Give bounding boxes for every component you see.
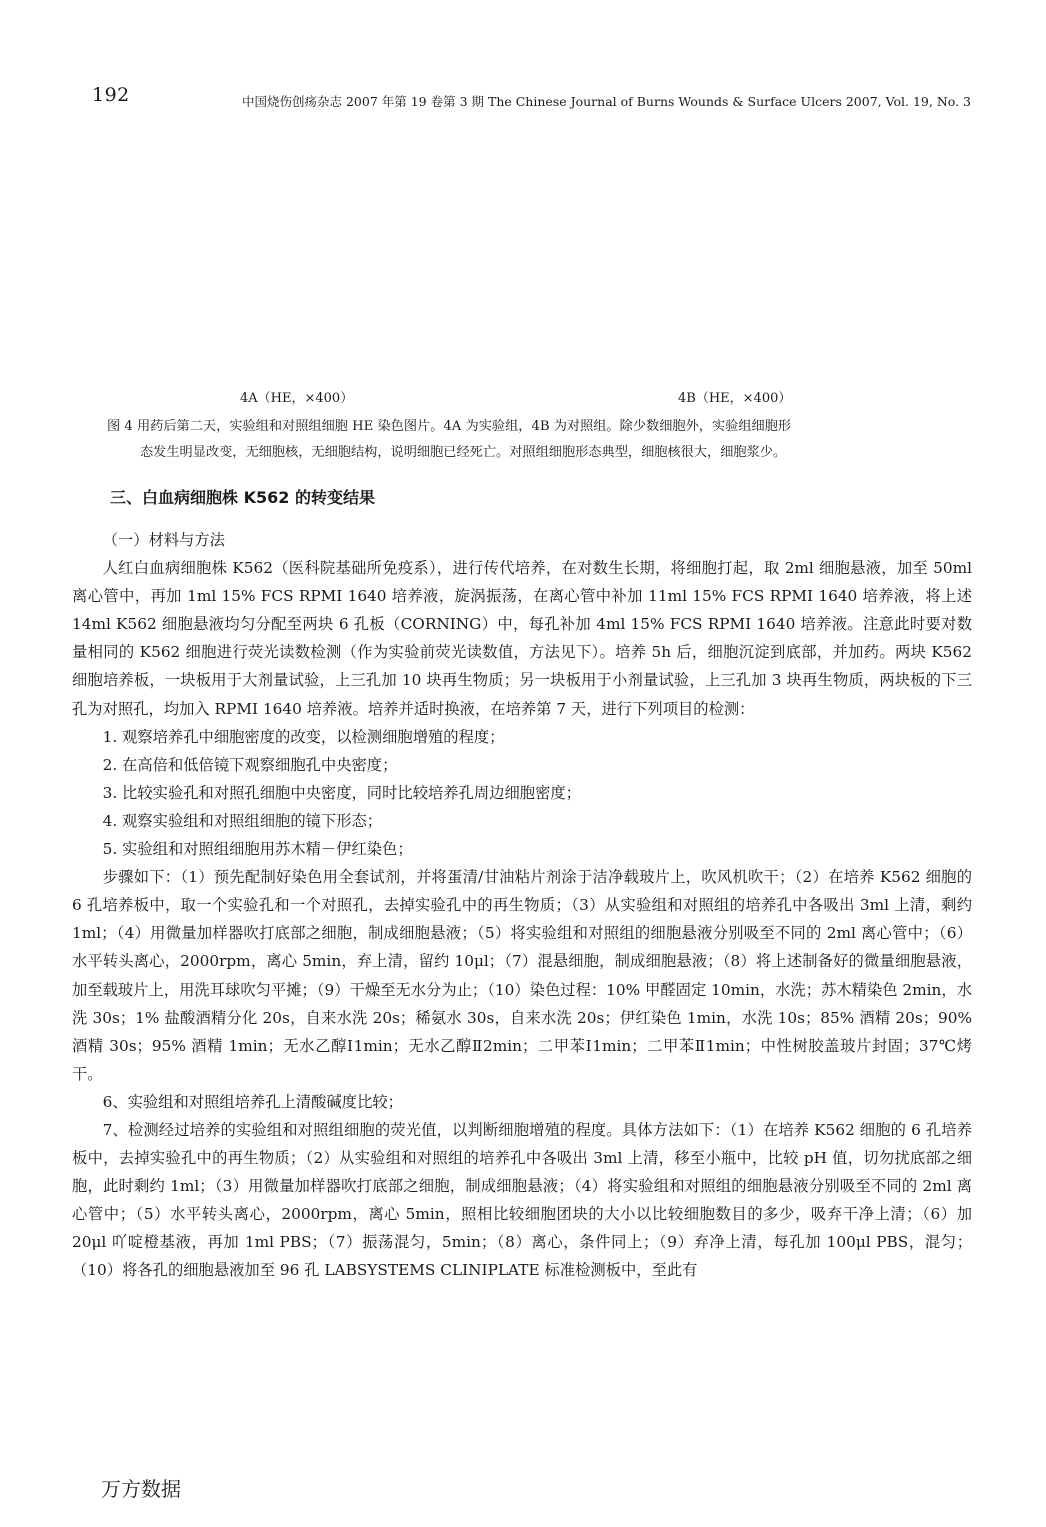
paragraph-staining-steps: 步骤如下：（1）预先配制好染色用全套试剂，并将蛋清/甘油粘片剂涂于洁净载玻片上，吹风机吹干；（2）在培养 K562 细胞的 6 孔培养板中，取一个实验孔和一个对照孔，去掉实验孔中的再生物质；（3）从实验组和对照组的培养孔中各吸出 3ml 上清，剩约 1ml；（4）用微量加样器吹打底部之细胞，制成细胞悬液；（5）将实验组和对照组的细胞悬液分别吸至不同的 2ml 离心管中；（6）水平转头离心，2000rpm，离心 5min，弃上清，留约 10μl；（7）混悬细胞，制成细胞悬液；（8）将上述制备好的微量细胞悬液，加至载玻片上，用洗耳球吹匀平摊；（9）干燥至无水分为止；（10）染色过程：10% 甲醛固定 10min，水洗；苏木精染色 2min，水洗 30s；1% 盐酸酒精分化 20s，自来水洗 20s；稀氨水 30s，自来水洗 20s；伊红染色 1min，水洗 10s；85% 酒精 20s；90% 酒精 30s；95% 酒精 1min；无水乙醇Ⅰ1min；无水乙醇Ⅱ2min；二甲苯Ⅰ1min；二甲苯Ⅱ1min；中性树胶盖玻片封固；37℃烤干。 [72,868,972,1083]
list-item-4: 4. 观察实验组和对照组细胞的镜下形态； [102,811,383,830]
list-item-3: 3. 比较实验孔和对照孔细胞中央密度，同时比较培养孔周边细胞密度； [102,783,581,802]
list-item-5: 5. 实验组和对照组细胞用苏木精－伊红染色； [102,840,413,859]
page-number: 192 [92,84,130,106]
figure-caption [107,414,947,466]
caption-line-2: 态发生明显改变，无细胞核，无细胞结构，说明细胞已经死亡。对照组细胞形态典型，细胞核很大，细胞浆少。 [140,445,787,460]
section-heading: 三、白血病细胞株 K562 的转变结果 [110,488,375,507]
figure-image-area [110,115,970,385]
paragraph-materials: 人红白血病细胞株 K562（医科院基础所免疫系），进行传代培养，在对数生长期，将细胞打起，取 2ml 细胞悬液，加至 50ml 离心管中，再加 1ml 15% FCS RPMI 1640 培养液，旋涡振荡，在离心管中补加 11ml 15% FCS RPMI 1640 培养液，将上述 14ml K562 细胞悬液均匀分配至两块 6 孔板（CORNING）中，每孔补加 4ml 15% FCS RPMI 1640 培养液。注意此时要对数量相同的 K562 细胞进行荧光读数检测（作为实验前荧光读数值，方法见下）。培养 5h 后，细胞沉淀到底部，并加药。两块 K562 细胞培养板，一块板用于大剂量试验，上三孔加 10 块再生物质；另一块板用于小剂量试验，上三孔加 3 块再生物质，两块板的下三孔为对照孔，均加入 RPMI 1640 培养液。培养并适时换液，在培养第 7 天，进行下列项目的检测： [72,559,972,718]
list-item-2: 2. 在高倍和低倍镜下观察细胞孔中央密度； [102,755,398,774]
subsection-heading: （一）材料与方法 [102,531,225,549]
list-item-1: 1. 观察培养孔中细胞密度的改变，以检测细胞增殖的程度； [102,727,505,746]
list-item-6: 6、实验组和对照组培养孔上清酸碱度比较； [102,1092,403,1111]
figure-panel-a-label: 4A（HE，×400） [240,391,354,406]
figure-panel-b-label: 4B（HE，×400） [678,391,792,406]
paragraph-fluorescence: 7、检测经过培养的实验组和对照组细胞的荧光值，以判断细胞增殖的程度。具体方法如下：（1）在培养 K562 细胞的 6 孔培养板中，去掉实验孔中的再生物质；（2）从实验组和对照组的培养孔中各吸出 3ml 上清，移至小瓶中，比较 pH 值，切勿扰底部之细胞，此时剩约 1ml；（3）用微量加样器吹打底部之细胞，制成细胞悬液；（4）将实验组和对照组的细胞悬液分别吸至不同的 2ml 离心管中；（5）水平转头离心，2000rpm，离心 5min，照相比较细胞团块的大小以比较细胞数目的多少，吸弃干净上清；（6）加 20μl 吖啶橙基液，再加 1ml PBS；（7）振荡混匀，5min；（8）离心，条件同上；（9）弃净上清，每孔加 100μl PBS，混匀；（10）将各孔的细胞悬液加至 96 孔 LABSYSTEMS CLINIPLATE 标准检测板中，至此有 [72,1120,972,1280]
caption-line-1: 图 4 用药后第二天，实验组和对照组细胞 HE 染色图片。4A 为实验组，4B 为对照组。除少数细胞外，实验组细胞形 [107,419,792,434]
body-text [72,526,972,1285]
running-header: 中国烧伤创疡杂志 2007 年第 19 卷第 3 期 The Chinese Journal of Burns Wounds & Surface Ulcers 2007, Vol. 19, No. 3 [242,94,971,109]
watermark: 万方数据 [101,1477,181,1501]
